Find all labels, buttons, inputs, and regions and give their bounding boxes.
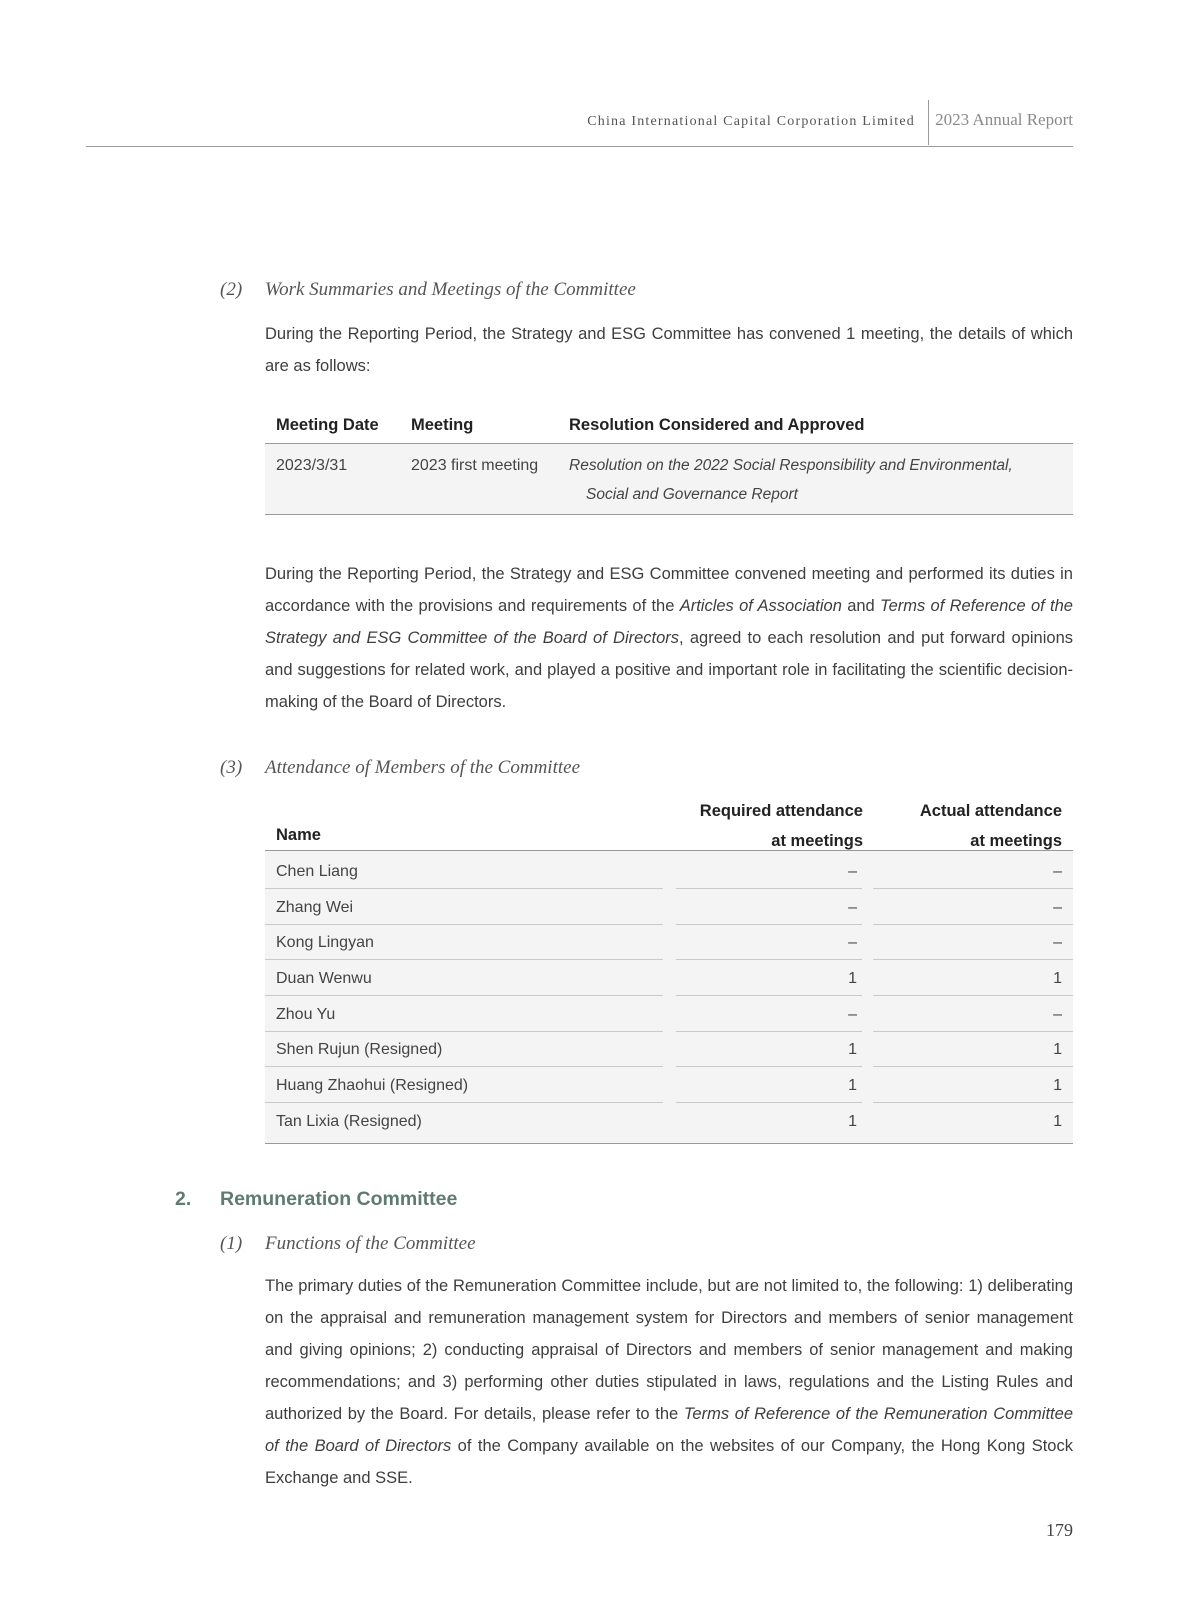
- required-attendance: 1: [848, 1112, 857, 1130]
- performance-text-3: , agreed to each resolution and put forward opinions and suggestions for related work, and played a positive and important role in facilitating the scientific decision-making of the Board of Directors.: [265, 629, 1073, 711]
- actual-attendance: –: [873, 934, 1073, 960]
- attendance-table: [265, 790, 1073, 1144]
- attendance-table-header: [265, 790, 1073, 851]
- functions-paragraph: [265, 1270, 1073, 1494]
- page-header: [86, 98, 1073, 147]
- table-row: [265, 857, 1073, 893]
- actual-attendance: –: [873, 1006, 1073, 1032]
- actual-attendance: 1: [873, 1041, 1073, 1067]
- performance-italic-1: Articles of Association: [679, 597, 842, 615]
- company-name: China International Capital Corporation Limited: [587, 114, 915, 129]
- actual-attendance: 1: [1053, 1112, 1062, 1130]
- functions-title: Functions of the Committee: [265, 1233, 476, 1254]
- report-title: 2023 Annual Report: [935, 110, 1073, 129]
- resolution-cell-line2: Social and Governance Report: [586, 486, 798, 503]
- meeting-cell: 2023 first meeting: [411, 457, 539, 474]
- header-meeting-date: Meeting Date: [276, 416, 379, 434]
- header-required-attendance: [673, 796, 863, 856]
- meetings-table: [265, 405, 1073, 515]
- table-row: [265, 444, 1073, 515]
- required-attendance: 1: [676, 1077, 862, 1103]
- member-name: Shen Rujun (Resigned): [265, 1041, 663, 1067]
- required-attendance: –: [676, 1006, 862, 1032]
- work-summary-intro: During the Reporting Period, the Strategy and ESG Committee has convened 1 meeting, the details of which are as follows:: [265, 325, 1073, 375]
- required-attendance: –: [676, 899, 862, 925]
- table-row: [265, 928, 1073, 964]
- header-name: Name: [276, 826, 321, 844]
- section-number: 2.: [175, 1188, 192, 1210]
- required-attendance: –: [676, 934, 862, 960]
- performance-paragraph: [265, 558, 1073, 718]
- attendance-number: (3): [220, 757, 243, 778]
- actual-attendance: 1: [873, 970, 1073, 996]
- functions-text-1: The primary duties of the Remuneration Committee include, but are not limited to, the following: 1) deliberating on the appraisal and remuneration management system for Directors and members of senior management and giving opinions; 2) conducting appraisal of Directors and members of senior management and making recommendations; and 3) performing other duties stipulated in laws, regulations and the Listing Rules and authorized by the Board. For details, please refer to the: [265, 1277, 1073, 1423]
- header-required-line2: at meetings: [771, 832, 863, 850]
- actual-attendance: –: [873, 899, 1073, 925]
- attendance-title: Attendance of Members of the Committee: [265, 757, 581, 778]
- member-name: Huang Zhaohui (Resigned): [265, 1077, 663, 1103]
- functions-text-2: of the Company available on the websites of our Company, the Hong Kong Stock Exchange and SSE.: [265, 1437, 1073, 1487]
- table-row: [265, 1000, 1073, 1036]
- meeting-date-cell: 2023/3/31: [276, 457, 348, 474]
- performance-italic-2: Terms of Reference of the Strategy and ESG Committee of the Board of Directors: [265, 597, 1073, 647]
- header-divider: [928, 100, 929, 145]
- required-attendance: 1: [676, 1041, 862, 1067]
- table-row: [265, 1107, 1073, 1143]
- required-attendance: 1: [676, 970, 862, 996]
- actual-attendance: –: [873, 863, 1073, 889]
- resolution-cell-line1: Resolution on the 2022 Social Responsibility and Environmental,: [569, 457, 1013, 474]
- table-row: [265, 1035, 1073, 1071]
- table-row: [265, 964, 1073, 1000]
- member-name: Kong Lingyan: [265, 934, 663, 960]
- member-name: Duan Wenwu: [265, 970, 663, 996]
- meetings-table-header: [265, 405, 1073, 444]
- header-required-line1: Required attendance: [699, 802, 863, 820]
- performance-text-1: During the Reporting Period, the Strategy and ESG Committee convened meeting and performed its duties in accordance with the provisions and requirements of the: [265, 565, 1073, 615]
- header-meeting: Meeting: [411, 416, 474, 434]
- member-name: Chen Liang: [265, 863, 663, 889]
- attendance-table-body: [265, 851, 1073, 1144]
- functions-italic-1: Terms of Reference of the Remuneration Committee of the Board of Directors: [265, 1405, 1073, 1455]
- member-name: Zhang Wei: [265, 899, 663, 925]
- actual-attendance: 1: [873, 1077, 1073, 1103]
- header-resolution: Resolution Considered and Approved: [569, 416, 865, 434]
- table-row: [265, 1071, 1073, 1107]
- required-attendance: –: [676, 863, 862, 889]
- table-row: [265, 893, 1073, 929]
- performance-text-2: and: [841, 597, 881, 615]
- header-actual-line2: at meetings: [970, 832, 1062, 850]
- functions-number: (1): [220, 1233, 243, 1254]
- member-name: Zhou Yu: [265, 1006, 663, 1032]
- work-summary-title: Work Summaries and Meetings of the Committee: [265, 279, 636, 300]
- member-name: Tan Lixia (Resigned): [276, 1112, 422, 1130]
- section-title-text: Remuneration Committee: [220, 1188, 458, 1210]
- page-number: 179: [1046, 1520, 1073, 1540]
- header-actual-attendance: [872, 796, 1062, 856]
- work-summary-number: (2): [220, 279, 243, 300]
- header-actual-line1: Actual attendance: [919, 802, 1062, 820]
